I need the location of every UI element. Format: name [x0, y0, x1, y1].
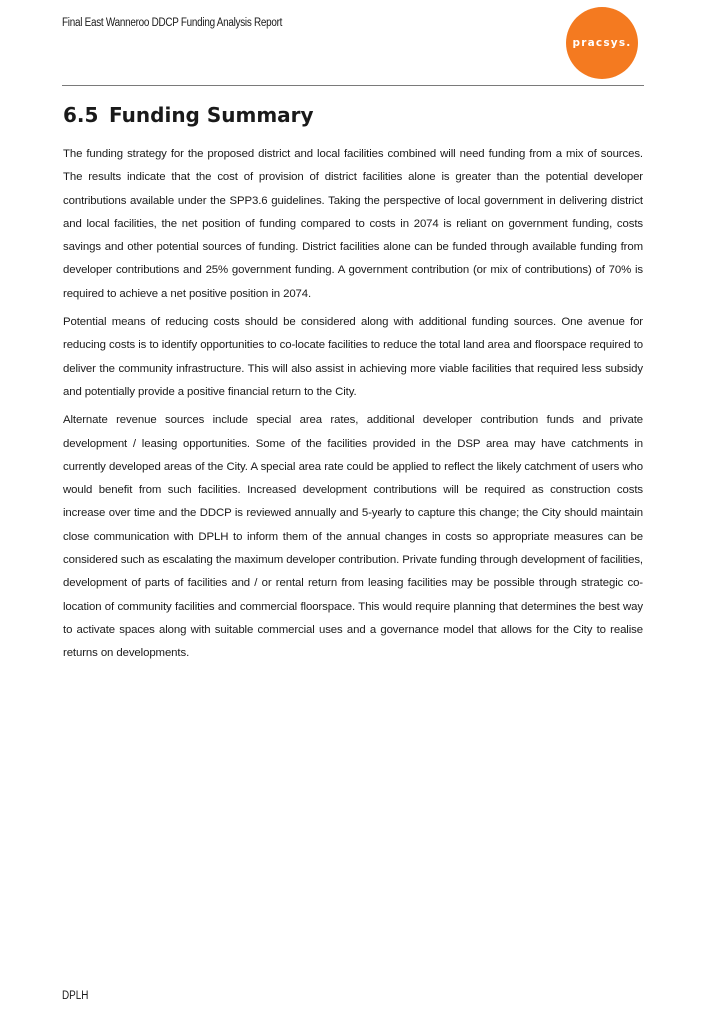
section-heading: [63, 103, 314, 127]
paragraph-reducing-costs: Potential means of reducing costs should be considered along with additional funding sources. One avenue for reducing costs is to identify opportunities to co-locate facilities to reduce the total land area and floorspace required to deliver the community infrastructure. This will also assist in achieving more viable facilities that required less subsidy and potentially provide a positive financial return to the City.: [63, 316, 643, 398]
header-divider: [62, 85, 644, 86]
section-body: [63, 143, 643, 671]
footer-label: DPLH: [62, 990, 89, 1002]
logo-text: pracsys.: [572, 37, 632, 49]
paragraph-funding-strategy: The funding strategy for the proposed district and local facilities combined will need funding from a mix of sources. The results indicate that the cost of provision of district facilities alone is greater than the potential developer contributions available under the SPP3.6 guidelines. Taking the perspective of local government in delivering district and local facilities, the net position of funding compared to costs in 2074 is reliant on government funding, costs savings and other potential sources of funding. District facilities alone can be funded through available funding from developer contributions and 25% government funding. A government contribution (or mix of contributions) of 70% is required to achieve a net positive position in 2074.: [63, 148, 643, 300]
section-number: 6.5: [63, 103, 99, 127]
section-title: Funding Summary: [109, 103, 314, 127]
paragraph-alternate-revenue: Alternate revenue sources include special area rates, additional developer contribution funds and private development / leasing opportunities. Some of the facilities provided in the DSP area may have catchments in currently developed areas of the City. A special area rate could be applied to reflect the likely catchment of users who would benefit from such facilities. Increased development contributions will be required as construction costs increase over time and the DDCP is reviewed annually and 5-yearly to capture this change; the City should maintain close communication with DPLH to inform them of the annual changes in costs so appropriate measures can be considered such as escalating the maximum developer contribution. Private funding through development of facilities, development of parts of facilities and / or rental return from leasing facilities may be possible through strategic co-location of community facilities and commercial floorspace. This would require planning that determines the best way to activate spaces along with suitable commercial uses and a governance model that allows for the City to realise returns on developments.: [63, 414, 643, 660]
pracsys-logo: [566, 7, 638, 79]
report-title: Final East Wanneroo DDCP Funding Analysis Report: [62, 17, 283, 29]
